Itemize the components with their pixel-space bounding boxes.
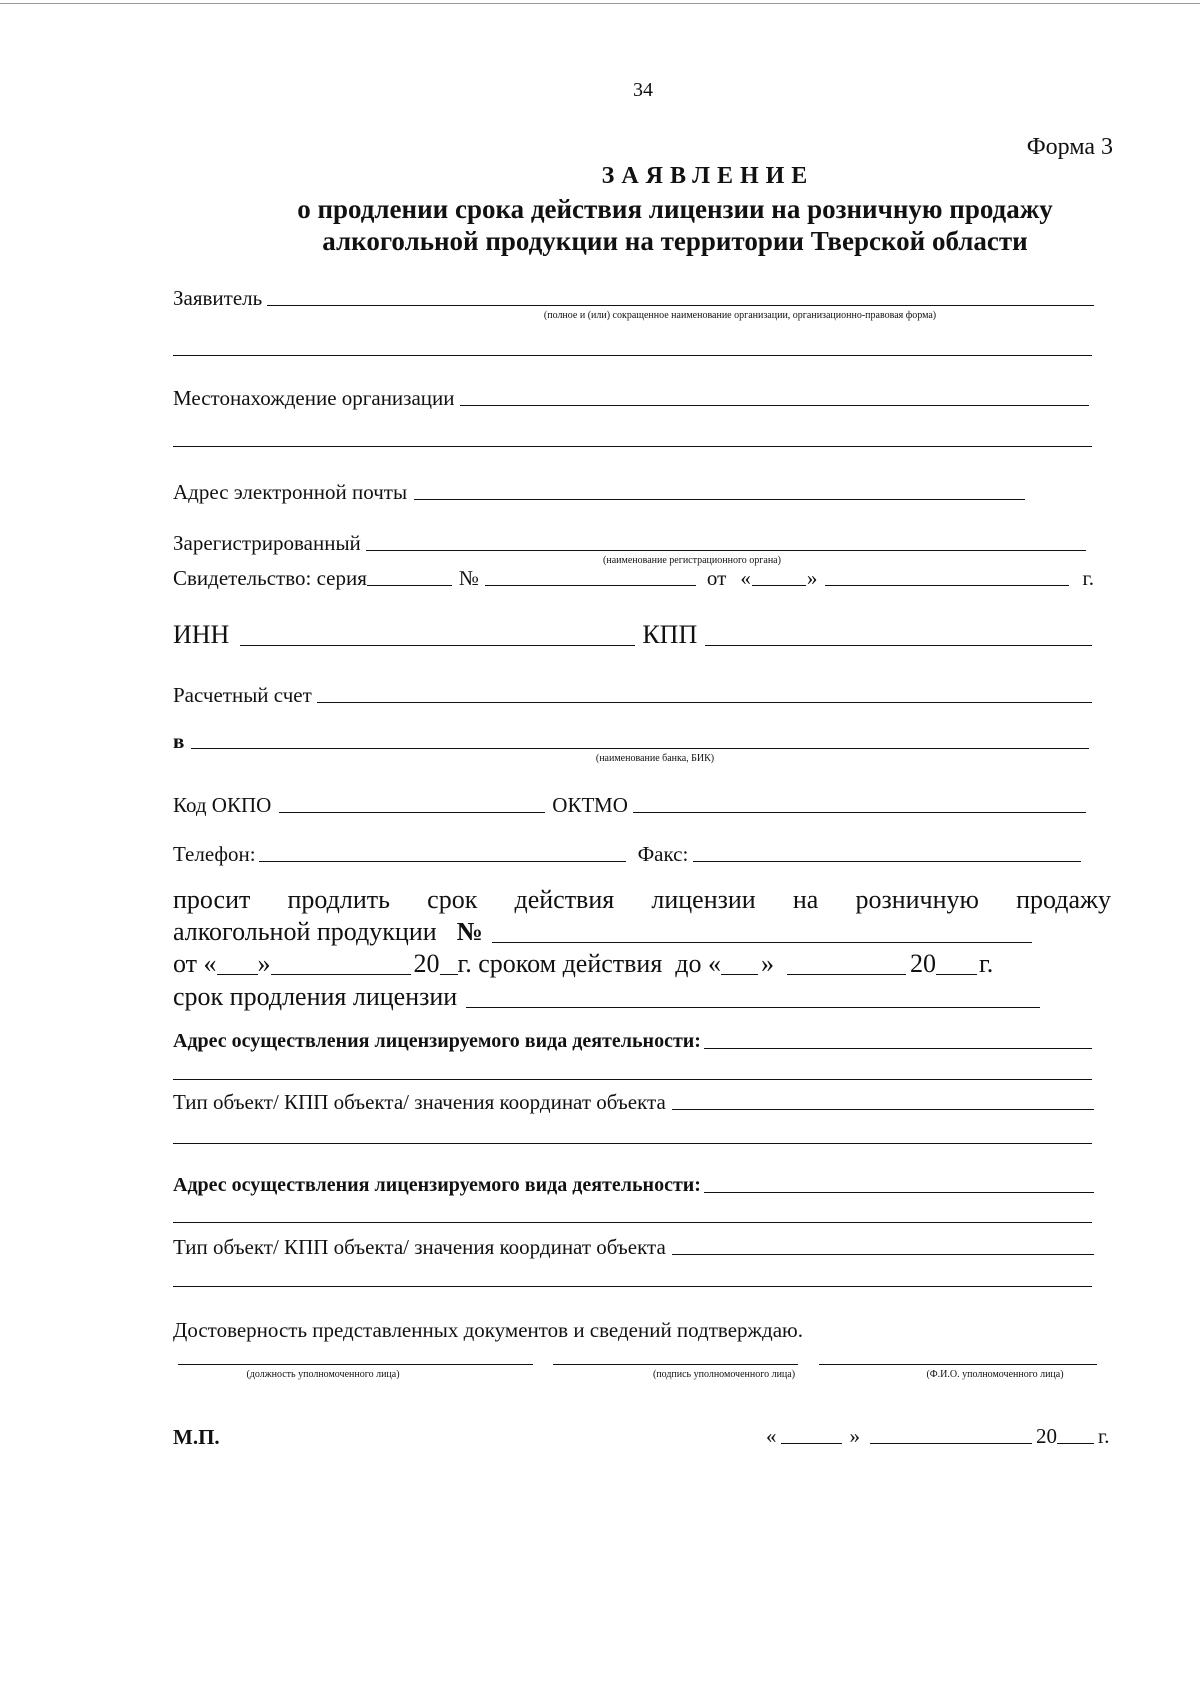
certificate-from-label: от (706, 566, 727, 590)
applicant-extra-line (173, 355, 1092, 356)
email-field (414, 485, 1025, 500)
kpp-label: КПП (642, 620, 698, 649)
date-year-prefix: 20 (1036, 1424, 1057, 1448)
issue-year-field (440, 960, 458, 975)
phone-field (259, 847, 626, 862)
oktmo-field (633, 798, 1086, 813)
page-number: 34 (633, 79, 653, 101)
location-extra-line (173, 446, 1092, 447)
request-quote-close-2: » (761, 949, 775, 978)
request-year-prefix-1: 20 (413, 949, 440, 978)
activity-address-label-2: Адрес осуществления лицензируемого вида деятельности: (173, 1174, 701, 1196)
contacts-row (173, 842, 1081, 866)
object-field-2 (672, 1240, 1094, 1255)
activity-address-field-1 (704, 1034, 1092, 1049)
certificate-number-field (485, 571, 696, 586)
object-label-2: Тип объект/ КПП объекта/ значения координат объекта (173, 1235, 666, 1259)
request-dates-row (173, 948, 993, 980)
request-from-open: от « (173, 949, 217, 978)
confirmation-text: Достоверность представленных документов и сведений подтверждаю. (173, 1318, 803, 1342)
certificate-number-sign: № (458, 566, 479, 590)
signature-position-line (178, 1364, 533, 1365)
bank-prefix: в (173, 729, 185, 753)
registration-caption: (наименование регистрационного органа) (603, 555, 781, 566)
location-field (460, 391, 1089, 406)
fax-field (693, 847, 1081, 862)
object-field-1 (672, 1095, 1094, 1110)
tax-ids-row (173, 619, 1092, 651)
applicant-caption: (полное и (или) сокращенное наименование организации, организационно-правовая форма) (543, 310, 937, 321)
request-license-number-row (173, 916, 1032, 948)
oktmo-label: ОКТМО (552, 793, 628, 817)
extension-row (173, 981, 1040, 1013)
request-line1: просит продлить срок действия лицензии на розничную продажу (173, 885, 1111, 914)
request-year-suffix: г. (979, 949, 994, 978)
request-line2-label: алкогольной продукции (173, 917, 437, 946)
activity-address-row-2 (173, 1173, 1094, 1197)
certificate-quote-close: » (806, 566, 818, 590)
account-field (317, 688, 1092, 703)
object-extra-line-1 (173, 1143, 1092, 1144)
registration-label: Зарегистрированный (173, 531, 361, 555)
signature-position-caption: (должность уполномоченного лица) (246, 1369, 400, 1380)
location-row (173, 386, 1089, 410)
valid-until-month-field (787, 960, 906, 975)
object-row-1 (173, 1090, 1094, 1114)
document-heading: ЗАЯВЛЕНИЕ (601, 163, 815, 189)
certificate-series-field (367, 571, 452, 586)
signature-name-caption: (Ф.И.О. уполномоченного лица) (926, 1369, 1064, 1380)
object-label-1: Тип объект/ КПП объекта/ значения координат объекта (173, 1090, 666, 1114)
bank-row (173, 729, 1089, 753)
request-quote-close-1: » (257, 949, 271, 978)
certificate-date-field (825, 571, 1068, 586)
applicant-label: Заявитель (173, 286, 263, 310)
request-year-prefix-2: 20 (910, 949, 937, 978)
certificate-day-field (752, 571, 806, 586)
registration-row (173, 531, 1086, 555)
applicant-field (267, 291, 1094, 306)
phone-label: Телефон: (173, 842, 256, 866)
certificate-quote-open: « (740, 566, 751, 590)
document-subtitle-line2: алкогольной продукции на территории Тверской области (322, 226, 1028, 256)
activity-address-row-1 (173, 1029, 1092, 1053)
extension-field (466, 993, 1040, 1008)
applicant-row (173, 286, 1094, 310)
activity-address-label-1: Адрес осуществления лицензируемого вида деятельности: (173, 1030, 701, 1052)
issue-day-field (217, 960, 258, 975)
date-quote-close: » (849, 1424, 860, 1448)
okpo-field (279, 798, 545, 813)
scan-edge (0, 3, 1200, 4)
certificate-label: Свидетельство: серия (173, 566, 367, 590)
certificate-year-suffix: г. (1082, 566, 1094, 590)
account-row (173, 683, 1092, 707)
email-label: Адрес электронной почты (173, 480, 408, 504)
valid-until-day-field (721, 960, 758, 975)
form-label: Форма 3 (1026, 134, 1113, 160)
stamp-label: М.П. (173, 1425, 220, 1449)
date-row (766, 1424, 1110, 1448)
date-quote-open: « (766, 1424, 777, 1448)
object-extra-line-2 (173, 1286, 1092, 1287)
certificate-row (173, 566, 1094, 590)
date-day-field (781, 1429, 842, 1444)
signature-sign-line (553, 1364, 798, 1365)
request-validity-text: г. сроком действия до « (457, 949, 722, 978)
activity-address-extra-line-1 (173, 1079, 1092, 1080)
extension-label: срок продления лицензии (173, 982, 458, 1011)
valid-until-year-field (936, 960, 977, 975)
bank-caption: (наименование банка, БИК) (595, 753, 715, 764)
email-row (173, 480, 1025, 504)
activity-address-extra-line-2 (173, 1222, 1092, 1223)
issue-month-field (271, 960, 411, 975)
object-row-2 (173, 1235, 1094, 1259)
kpp-field (705, 631, 1092, 646)
date-month-field (870, 1429, 1032, 1444)
okpo-label: Код ОКПО (173, 793, 272, 817)
bank-field (191, 734, 1089, 749)
registration-field (366, 536, 1086, 551)
date-year-field (1057, 1429, 1094, 1444)
codes-row (173, 793, 1086, 817)
activity-address-field-2 (704, 1178, 1094, 1193)
inn-field (240, 631, 635, 646)
date-year-suffix: г. (1098, 1424, 1110, 1448)
account-label: Расчетный счет (173, 683, 312, 707)
document-subtitle-line1: о продлении срока действия лицензии на розничную продажу (297, 194, 1053, 224)
location-label: Местонахождение организации (173, 386, 455, 410)
request-number-sign: № (456, 917, 483, 946)
signature-sign-caption: (подпись уполномоченного лица) (652, 1369, 796, 1380)
license-number-field (492, 928, 1032, 943)
signature-name-line (819, 1364, 1097, 1365)
inn-label: ИНН (173, 620, 230, 649)
fax-label: Факс: (637, 842, 689, 866)
